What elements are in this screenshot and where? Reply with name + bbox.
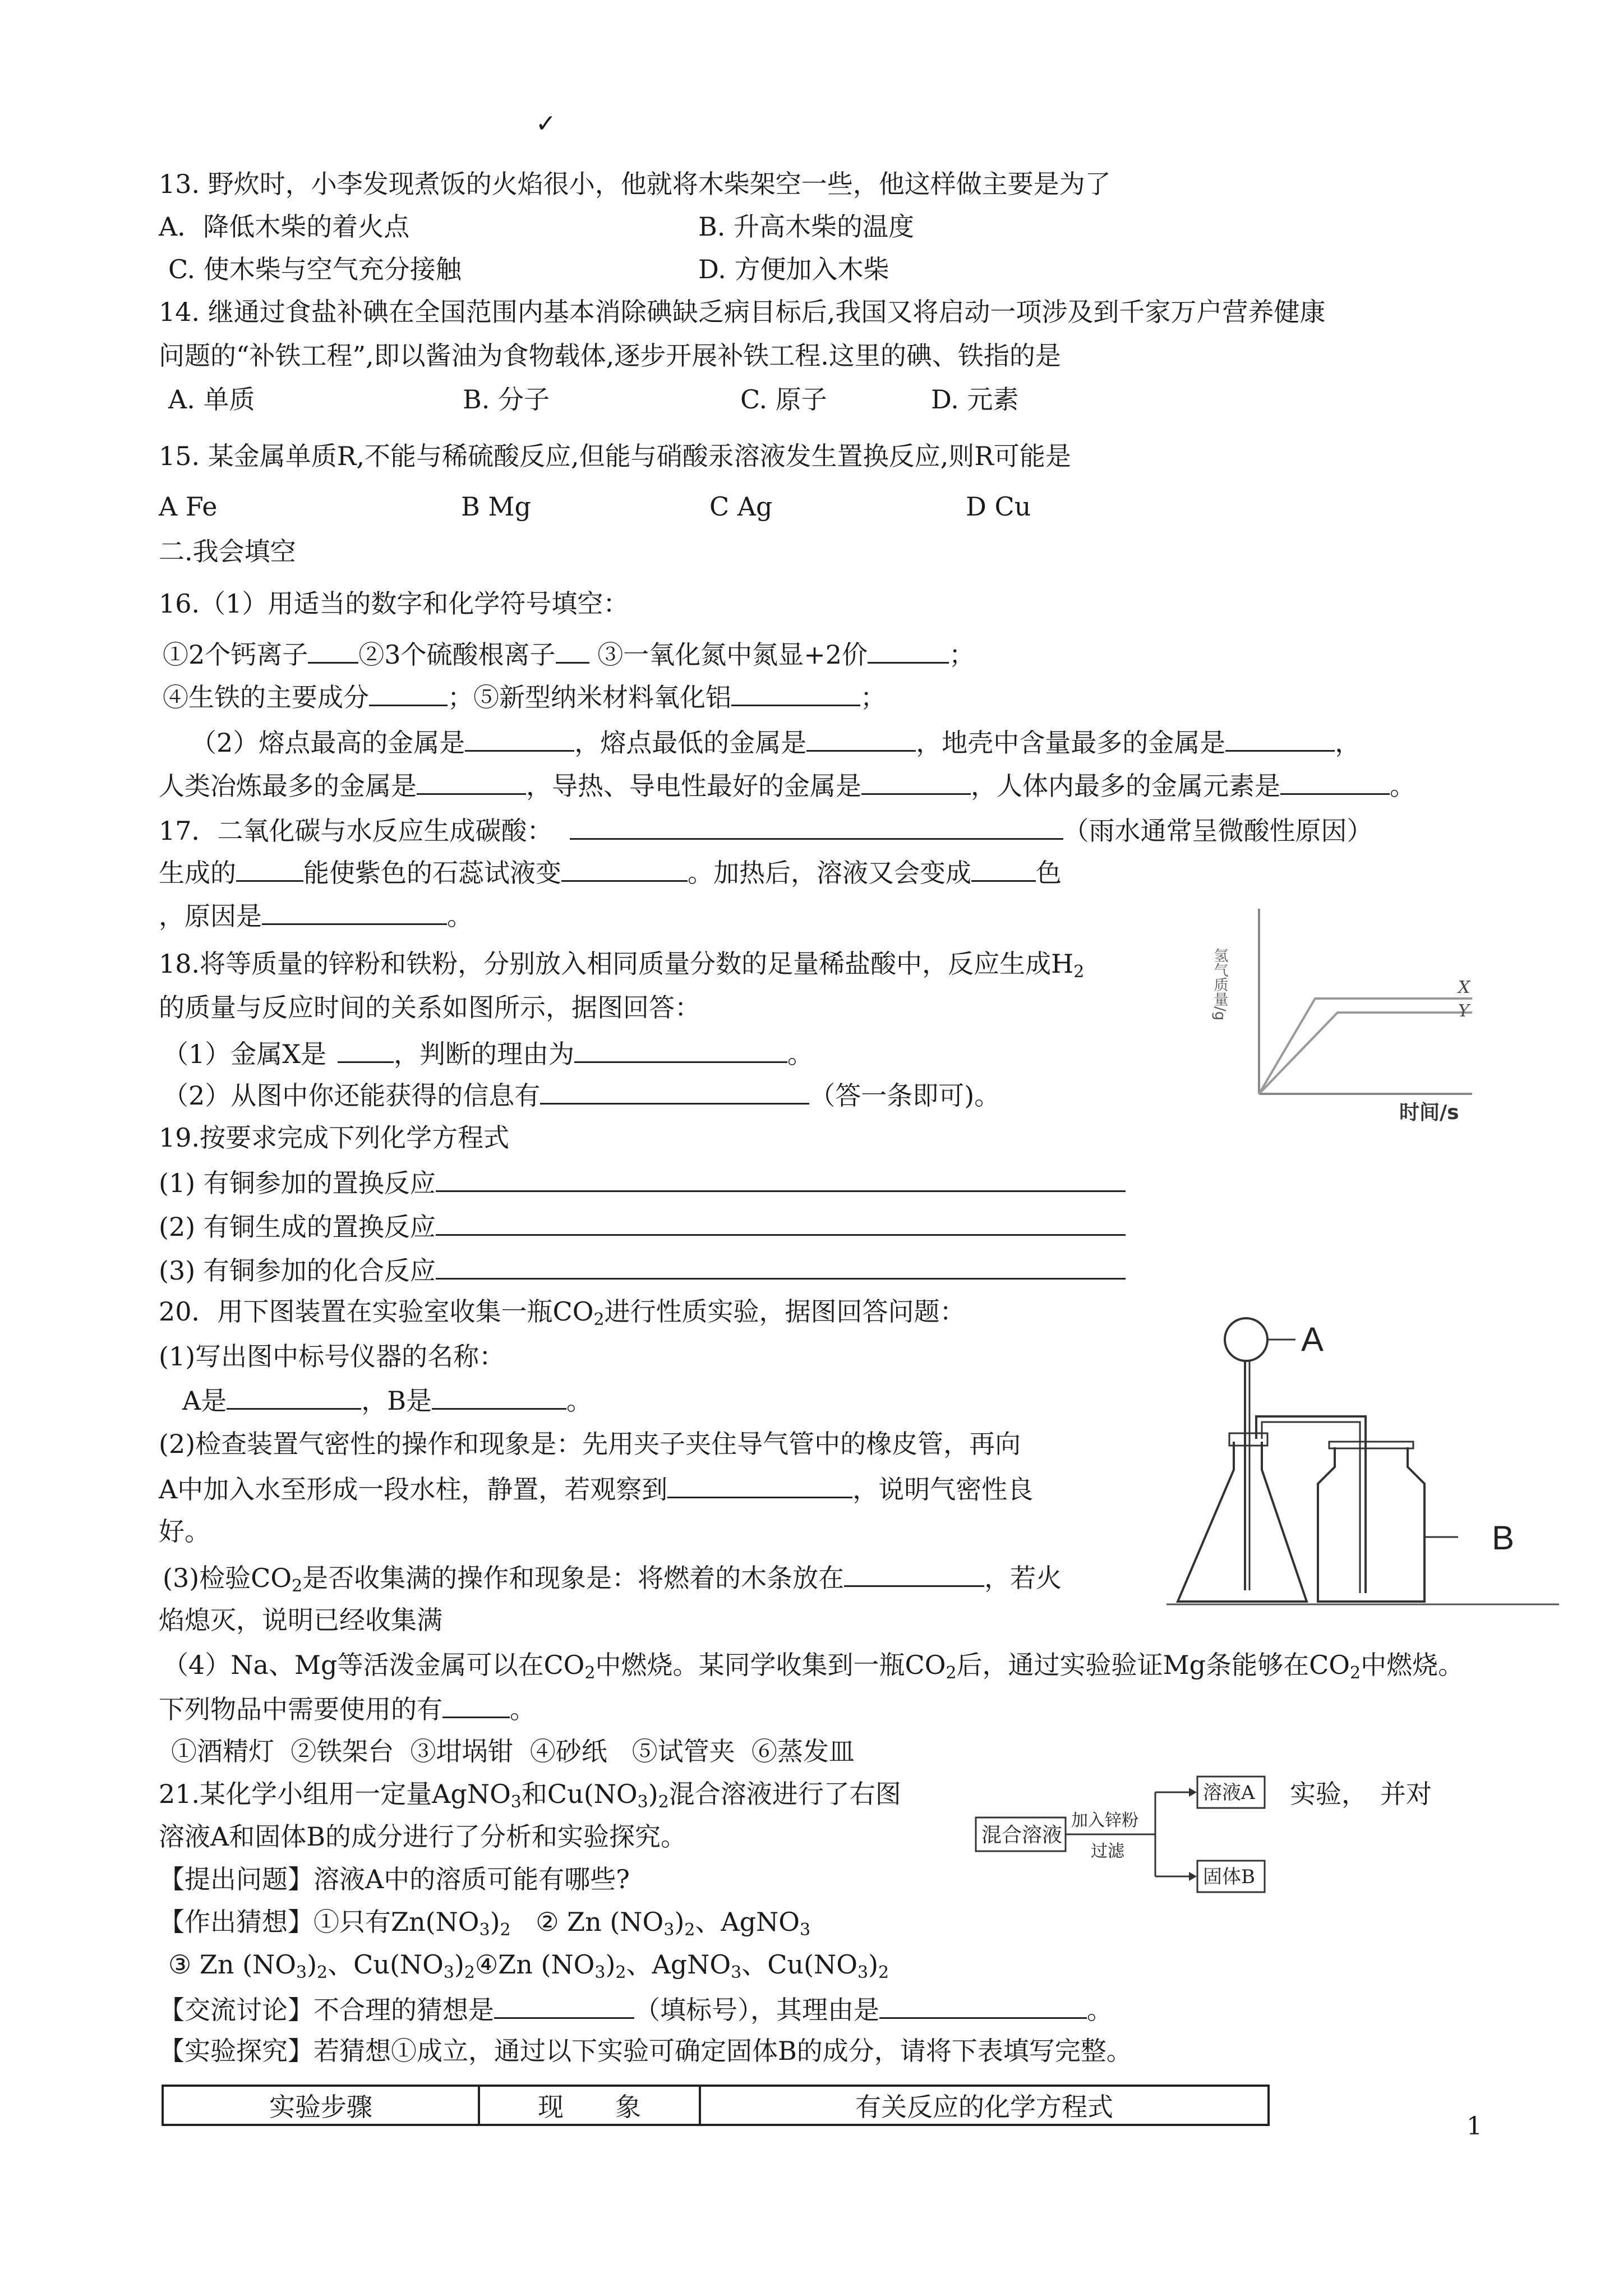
blank [540,1078,809,1105]
subscript: 3 [663,1920,675,1940]
q15-stem: 15. 某金属单质R,不能与稀硫酸反应,但能与硝酸汞溶液发生置换反应,则R可能是 [159,441,1071,471]
arrowhead-b [1189,1872,1197,1881]
subscript: 2 [1073,962,1085,982]
q18-p2a: （2）从图中你还能获得的信息有 [163,1080,541,1111]
q13-option-b: B. 升高木柴的温度 [698,211,915,242]
q20-head [159,1296,966,1327]
subscript: 3 [594,1963,606,1982]
subscript: 3 [637,1792,648,1812]
subscript: 2 [584,1663,596,1683]
q18-p1b: ，判断的理由为 [394,1039,575,1069]
q13-option-c: C. 使木柴与空气充分接触 [168,254,462,284]
subscript: 2 [292,1576,303,1596]
q21-explore [159,2035,1132,2067]
q20-p1c: 。 [566,1386,593,1416]
q20-p4-line2 [159,1692,536,1725]
series-y-line [1259,1013,1472,1094]
subscript: 3 [510,1792,522,1812]
subscript: 2 [1349,1663,1361,1683]
q21-line2: 溶液A和固体B的成分进行了分析和实验探究。 [159,1821,687,1852]
q21-guess-label: 【作出猜想】 [159,1907,313,1937]
q19-p3: (3) 有铜参加的化合反应 [159,1255,436,1286]
q20-p1-blanks [182,1383,592,1416]
blank [861,769,971,795]
blank [227,1383,361,1410]
blank [556,637,589,664]
blank [436,1166,1126,1192]
co2-apparatus-diagram [1166,1307,1559,1621]
q21-line1d: 混合溶液进行了右图 [668,1779,901,1809]
label-a: A [1301,1320,1324,1358]
page-number: 1 [1467,2112,1482,2141]
subscript: 2 [878,1963,889,1982]
blank [436,1253,1126,1280]
q21-d-b: （填标号），其理由是 [634,1995,879,2025]
q16-p1: ①2个钙离子 [163,639,308,670]
blank [574,1037,787,1063]
q17-a: 17．二氧化碳与水反应生成碳酸： [159,816,553,846]
subscript: 2 [317,1963,328,1982]
q20-p3a: (3)检验CO [163,1563,292,1593]
q21-g1-close: ) [490,1907,500,1937]
graph-xlabel: 时间/s [1399,1101,1459,1122]
q14-option-d: D. 元素 [931,384,1019,415]
blank [436,1209,1126,1236]
blank [1225,725,1335,752]
subscript: 3 [479,1920,490,1940]
q21-line1 [159,1778,901,1810]
blank [236,855,303,882]
subscript: 2 [593,1310,605,1329]
q14-stem-line2: 问题的“补铁工程”,即以酱油为食物载体,逐步开展补铁工程.这里的碘、铁指的是 [159,341,1061,371]
q19-part3 [159,1253,1126,1286]
q21-explore-text: 若猜想①成立，通过以下实验可确定固体B的成分，请将下表填写完整。 [313,2036,1132,2066]
q17-d: 能使紫色的石蕊试液变 [303,858,561,888]
subscript: 2 [615,1963,626,1982]
q16-s2a: （2）熔点最高的金属是 [191,728,465,758]
q21-discussion-label: 【交流讨论】 [159,1995,313,2025]
blank [570,813,1063,840]
blank [308,637,358,664]
flow-filter-label: 过滤 [1091,1842,1124,1861]
q18-p1c: 。 [787,1039,814,1069]
q16-line2 [163,680,886,713]
q20-p1a: A是 [182,1386,227,1416]
q14-stem-line1: 14. 继通过食盐补碘在全国范围内基本消除碘缺乏病目标后,我国又将启动一项涉及到千家万户营养健康 [159,297,1326,327]
subscript: 3 [857,1963,869,1982]
blank [442,1692,510,1718]
q17-g: ，原因是 [159,901,262,931]
q21-g3d: ) [454,1949,464,1980]
q17-line3 [159,899,473,932]
series-y-label: Y [1458,1001,1469,1021]
q20-p4a: （4）Na、Mg等活泼金属可以在CO [163,1650,585,1680]
checkmark: ✓ [536,109,556,138]
gas-bottle [1318,1447,1424,1602]
experiment-table [162,2085,1270,2126]
flow-a-label: 溶液A [1203,1782,1255,1804]
subscript: 3 [296,1963,307,1982]
q19-part1 [159,1166,1126,1199]
q21-problem [159,1864,630,1895]
q19-p2: (2) 有铜生成的置换反应 [159,1212,436,1242]
conical-flask [1178,1442,1307,1602]
flow-b-label: 固体B [1203,1866,1255,1888]
q16-p4: ④生铁的主要成分 [163,682,369,712]
q20-p1: (1)写出图中标号仪器的名称： [159,1341,505,1372]
q21-line1b: 和Cu(NO [521,1779,638,1809]
blank [667,1472,852,1498]
q14-option-c: C. 原子 [740,384,827,415]
q21-g4c: 、AgNO [626,1949,731,1980]
q16-s2f: ，人体内最多的金属元素是 [971,771,1280,801]
arrowhead-a [1189,1788,1197,1797]
q15-option-b: B Mg [461,491,531,522]
q16-p2: ②3个硫酸根离子 [358,639,556,670]
q17-line1 [159,813,1373,846]
flow-add-label: 加入锌粉 [1071,1811,1138,1830]
blank [494,1993,634,2019]
q21-problem-label: 【提出问题】 [159,1864,313,1894]
q18-p2b: （答一条即可)。 [809,1080,1000,1111]
blank [868,637,949,664]
q16-period: 。 [1390,771,1415,801]
graph-ylabel: 氢气质量/g [1211,948,1228,1021]
q13-option-a: A．降低木柴的着火点 [159,211,410,242]
q13-stem: 13. 野炊时，小李发现煮饭的火焰很小，他就将木柴架空一些，他这样做主要是为了 [159,169,1111,199]
funnel-bulb [1225,1318,1267,1361]
q16-comma: ， [1335,728,1361,758]
subscript: 2 [500,1920,511,1940]
subscript: 3 [443,1963,454,1982]
q20-p3c: ，若火 [984,1563,1062,1593]
q20-p4c: 后，通过实验验证Mg条能够在CO [956,1650,1350,1680]
q17-f: 色 [1036,858,1062,888]
q20-items: ①酒精灯 ②铁架台 ③坩埚钳 ④砂纸 ⑤试管夹 ⑥蒸发皿 [171,1736,855,1766]
subscript: 2 [658,1792,669,1812]
q16-s2d: 人类冶炼最多的金属是 [159,771,417,801]
q21-g3b: ) [307,1949,317,1980]
q17-b: （雨水通常呈微酸性原因） [1063,816,1373,846]
q16-semi: ； [860,682,886,712]
blank [879,1993,1087,2019]
q15-option-c: C Ag [709,491,773,522]
blank [806,725,916,752]
q20-p2-line2 [159,1472,1033,1505]
q21-g2b: ) [674,1907,685,1937]
q16-head: 16.（1）用适当的数字和化学符号填空： [159,588,629,619]
blank [369,680,448,706]
q21-g3: ③ Zn (NO [168,1949,296,1980]
q20-p4-line2b: 。 [510,1694,536,1724]
q14-option-a: A. 单质 [168,384,255,415]
q20-head-a: 20．用下图装置在实验室收集一瓶CO [159,1296,594,1327]
q18-p1a: （1）金属X是 [163,1039,327,1069]
table-header-step: 实验步骤 [163,2086,479,2125]
q16-s2e: ，导热、导电性最好的金属是 [526,771,861,801]
q20-p2-line2b: ，说明气密性良 [852,1474,1034,1504]
blank [432,1383,566,1410]
blank [262,899,447,925]
label-b: B [1492,1519,1515,1557]
q20-p2-line3: 好。 [159,1516,210,1547]
q21-g2c: 、AgNO [695,1907,800,1937]
q20-p4-line2a: 下列物品中需要使用的有 [159,1694,442,1724]
blank [1280,769,1390,795]
section-title: 二.我会填空 [159,536,296,567]
q18-line1a: 18.将等质量的锌粉和铁粉，分别放入相同质量分数的足量稀盐酸中，反应生成H [159,949,1074,979]
q21-g3c: 、Cu(NO [328,1949,444,1980]
q20-p2-line2a: A中加入水至形成一段水柱，静置，若观察到 [159,1474,668,1504]
q16-s2b: ，熔点最低的金属是 [574,728,807,758]
table-header-equation: 有关反应的化学方程式 [700,2086,1269,2125]
q21-d-c: 。 [1087,1995,1113,2025]
q16-line1 [163,637,975,670]
q15-option-a: A Fe [159,491,218,522]
q21-g4: ④Zn (NO [475,1949,595,1980]
q19-p1: (1) 有铜参加的置换反应 [159,1168,436,1198]
q21-line1-tail: 实验， 并对 [1290,1779,1432,1809]
q17-line2 [159,855,1062,889]
q21-g4d: 、Cu(NO [741,1949,857,1980]
blank [465,725,574,752]
q16-s2c: ，地壳中含量最多的金属是 [916,728,1226,758]
q16-p5: ；⑤新型纳米材料氧化铝 [448,682,731,712]
q20-p3b: 是否收集满的操作和现象是：将燃着的木条放在 [302,1563,845,1593]
q18-part1 [163,1037,813,1070]
q20-p4-line1 [163,1649,1464,1681]
q20-p3-line2: 焰熄灭，说明已经收集满 [159,1605,442,1635]
subscript: 2 [464,1963,475,1982]
q20-p4b: 中燃烧。某同学收集到一瓶CO [595,1650,946,1680]
subscript: 2 [684,1920,695,1940]
subscript: 2 [946,1663,957,1683]
q16-line4 [159,769,1415,802]
table-header-phenomenon: 现 象 [479,2086,700,2125]
q13-option-d: D. 方便加入木柴 [698,254,889,284]
q19-part2 [159,1209,1126,1243]
q17-c: 生成的 [159,858,236,888]
q14-option-b: B. 分子 [463,384,550,415]
subscript: 3 [800,1920,811,1940]
blank [338,1037,394,1063]
glass-plate [1329,1442,1413,1448]
h2-mass-time-graph [1203,886,1495,1122]
mixing-flow-diagram [965,1764,1279,1899]
table-header-row [163,2086,1269,2125]
q15-option-d: D Cu [966,491,1031,522]
q21-g2: ② Zn (NO [536,1907,664,1937]
blank [561,855,688,882]
q21-line1c: ) [648,1779,658,1809]
q21-problem-text: 溶液A中的溶质可能有哪些? [313,1864,630,1894]
q20-p1b: ，B是 [361,1386,432,1416]
subscript: 3 [731,1963,742,1982]
series-x-label: X [1458,978,1470,997]
q20-p4d: 中燃烧。 [1361,1650,1464,1680]
q21-guess [159,1906,810,1938]
q16-semi: ； [949,639,975,670]
q21-explore-label: 【实验探究】 [159,2036,313,2066]
q21-guess-line2 [168,1949,889,1980]
q17-h: 。 [447,901,473,931]
q18-line1 [159,948,1085,982]
blank [417,769,526,795]
q21-g4b: ) [605,1949,616,1980]
q16-line3 [191,725,1361,758]
q21-line1a: 21.某化学小组用一定量AgNO [159,1779,511,1809]
q19-head: 19.按要求完成下列化学方程式 [159,1122,510,1153]
q20-head-b: 进行性质实验，据图回答问题： [604,1296,966,1327]
blank [731,680,860,706]
flow-mix-label: 混合溶液 [981,1824,1063,1847]
q21-discussion [159,1993,1113,2026]
q18-part2 [163,1078,1000,1111]
q16-p3: ③一氧化氮中氮显+2价 [597,639,868,670]
q17-e: 。加热后，溶液又会变成 [688,858,971,888]
q20-p2-line1: (2)检查装置气密性的操作和现象是：先用夹子夹住导气管中的橡皮管，再向 [159,1429,1021,1459]
q20-p3-line1 [163,1561,1062,1594]
q18-line2: 的质量与反应时间的关系如图所示，据图回答： [159,992,700,1023]
q21-g4e: ) [868,1949,879,1980]
blank [971,855,1036,882]
q21-g1: ①只有Zn(NO [313,1907,479,1937]
blank [844,1561,984,1587]
q21-d-a: 不合理的猜想是 [313,1995,494,2025]
